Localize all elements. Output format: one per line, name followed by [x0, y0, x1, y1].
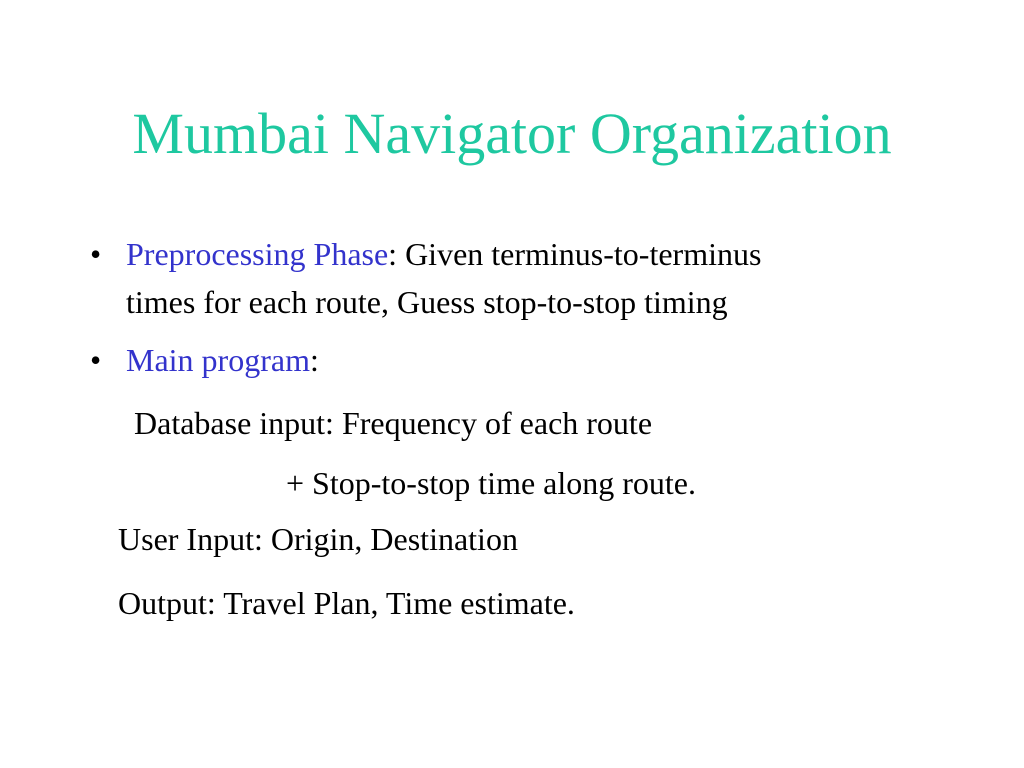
bullet-preprocessing-line2: times for each route, Guess stop-to-stop timing	[126, 284, 728, 320]
bullet-list	[90, 230, 990, 384]
slide-title: Mumbai Navigator Organization	[132, 101, 892, 166]
stop-to-stop-line: + Stop-to-stop time along route.	[286, 465, 696, 501]
preprocessing-text: Given terminus-to-terminus	[397, 236, 762, 272]
database-input-line: Database input: Frequency of each route	[134, 405, 653, 441]
main-program-label: Main program	[126, 342, 310, 378]
bullet-main-program-line	[126, 336, 990, 384]
bullet-main-program	[90, 336, 990, 384]
main-program-separator: :	[309, 342, 319, 378]
preprocessing-separator: :	[388, 236, 398, 272]
bullet-dot-icon: •	[90, 342, 102, 378]
output-line: Output: Travel Plan, Time estimate.	[118, 585, 575, 621]
bullet-preprocessing-line1	[126, 230, 990, 278]
user-input-line: User Input: Origin, Destination	[118, 521, 518, 557]
preprocessing-label: Preprocessing Phase	[126, 236, 389, 272]
bullet-preprocessing	[90, 230, 990, 326]
bullet-dot-icon: •	[90, 236, 102, 272]
